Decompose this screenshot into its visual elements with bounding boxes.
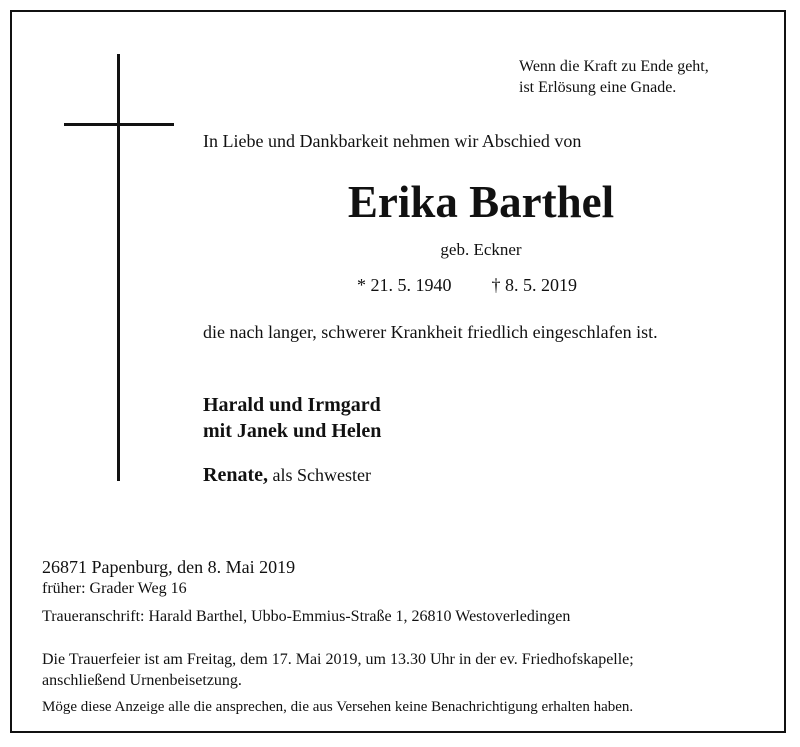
- mourning-address: Traueranschrift: Harald Barthel, Ubbo-Emmius-Straße 1, 26810 Westoverledingen: [42, 608, 571, 625]
- closing-notice: Möge diese Anzeige alle die ansprechen, die aus Versehen keine Benachrichtigung erhalten haben.: [42, 699, 634, 715]
- mourners: [203, 392, 381, 444]
- cross-vertical-bar: [117, 54, 120, 481]
- death-description: die nach langer, schwerer Krankheit friedlich eingeschlafen ist.: [203, 322, 658, 342]
- sister-name: Renate,: [203, 464, 268, 486]
- former-address: früher: Grader Weg 16: [42, 580, 187, 597]
- death-date: † 8. 5. 2019: [491, 275, 577, 295]
- ceremony-line-1: Die Trauerfeier ist am Freitag, dem 17. Mai 2019, um 13.30 Uhr in der ev. Friedhofskapelle;: [42, 651, 634, 668]
- cross-horizontal-bar: [64, 123, 174, 126]
- birth-date: * 21. 5. 1940: [357, 275, 452, 295]
- ceremony-line-2: anschließend Urnenbeisetzung.: [42, 672, 242, 689]
- life-dates: [357, 275, 577, 296]
- motto: [519, 56, 709, 98]
- mourners-line-2: mit Janek und Helen: [203, 420, 382, 442]
- place-date: 26871 Papenburg, den 8. Mai 2019: [42, 557, 296, 577]
- motto-line-2: ist Erlösung eine Gnade.: [519, 79, 677, 96]
- ceremony-info: [42, 649, 634, 691]
- mourners-line-1: Harald und Irmgard: [203, 394, 381, 416]
- deceased-name: Erika Barthel: [347, 177, 615, 227]
- motto-line-1: Wenn die Kraft zu Ende geht,: [519, 58, 709, 75]
- maiden-name: geb. Eckner: [440, 240, 522, 259]
- sister-role: als Schwester: [272, 465, 371, 485]
- sister-line: [203, 464, 371, 487]
- intro-text: In Liebe und Dankbarkeit nehmen wir Abschied von: [203, 131, 582, 151]
